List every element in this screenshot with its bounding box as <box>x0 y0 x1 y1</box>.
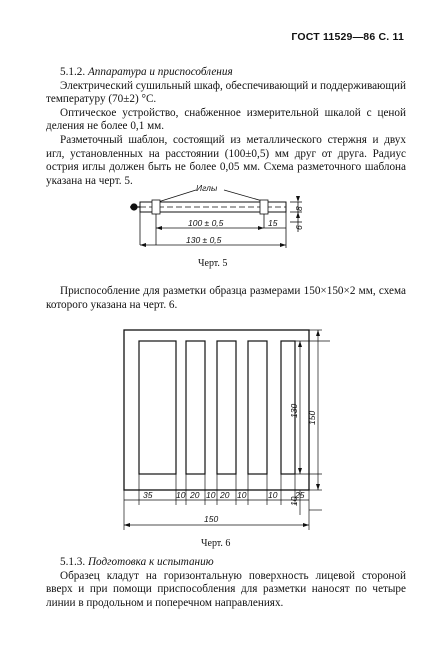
needles-label: Иглы <box>196 183 218 193</box>
dim-130: 130 <box>289 403 299 418</box>
paragraph: Оптическое устройство, снабженное измерительной шкалой с ценой деления не более 0,1 мм. <box>46 106 406 133</box>
dim-8: 8 <box>294 206 304 211</box>
section-title: Аппаратура и приспособления <box>87 66 233 78</box>
paragraph: Разметочный шаблон, состоящий из металлического стержня и двух игл, установленных на расстоянии (100±0,5) мм друг от друга. Радиус острия иглы должен быть не более 0,05 мм. Схема разметочного шаблона указана на черт. 5. <box>46 133 406 187</box>
figure-6-caption: Черт. 6 <box>201 538 231 549</box>
dim-35: 35 <box>143 490 153 500</box>
dim-130: 130 ± 0,5 <box>186 235 222 245</box>
section-number: 5.1.2. <box>60 66 86 78</box>
dim-10: 10 <box>176 490 186 500</box>
dim-20: 20 <box>190 490 200 500</box>
dim-20: 20 <box>220 490 230 500</box>
dim-15: 15 <box>268 218 278 228</box>
dim-6: 6 <box>294 225 304 230</box>
dim-10: 10 <box>237 490 247 500</box>
paragraph: Электрический сушильный шкаф, обеспечивающий и поддерживающий температуру (70±2) °С. <box>46 79 406 106</box>
paragraph: Приспособление для разметки образца размерами 150×150×2 мм, схема которого указана на черт. 6. <box>46 285 406 311</box>
dim-25: 25 <box>295 490 305 500</box>
section-5-1-3 <box>46 556 406 610</box>
section-title: Подготовка к испытанию <box>87 556 214 568</box>
paragraph: Образец кладут на горизонтальную поверхность лицевой стороной вверх и при помощи приспособления для разметки наносят по четыре линии в продольном и поперечном направлениях. <box>46 569 406 609</box>
dim-100: 100 ± 0,5 <box>188 218 224 228</box>
section-number: 5.1.3. <box>60 556 86 568</box>
dim-10: 10 <box>206 490 216 500</box>
dim-10-right: 10 <box>289 496 299 506</box>
page-header: ГОСТ 11529—86 С. 11 <box>291 31 404 43</box>
dim-150-overall: 150 <box>204 514 219 524</box>
dim-150: 150 <box>307 410 317 425</box>
dim-10: 10 <box>268 490 278 500</box>
figure-5-caption: Черт. 5 <box>198 258 228 269</box>
